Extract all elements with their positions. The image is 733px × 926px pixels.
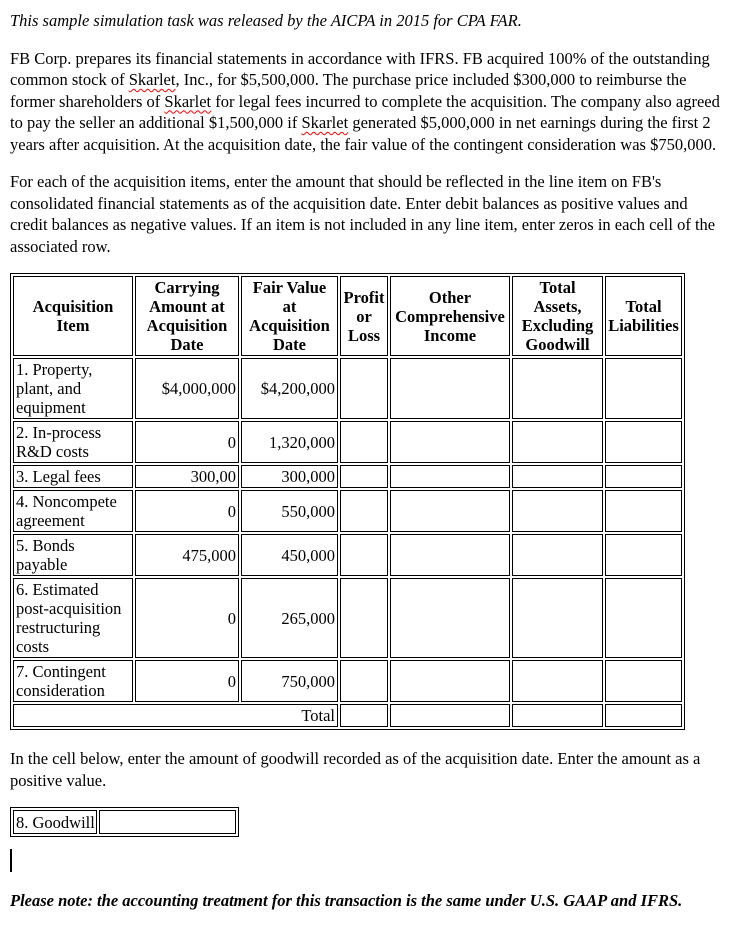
header-fair-value: Fair Value at Acquisition Date	[241, 276, 338, 356]
goodwill-label: 8. Goodwill	[13, 810, 97, 834]
carrying-amount-value: 300,00	[135, 465, 239, 488]
fair-value-value: 300,000	[241, 465, 338, 488]
oci-entry-cell[interactable]	[390, 421, 510, 463]
acquisition-table	[10, 273, 685, 730]
table-row	[13, 534, 682, 576]
profit-or-loss-entry-cell[interactable]	[340, 358, 388, 419]
profit-or-loss-entry-cell[interactable]	[340, 465, 388, 488]
item-label: 4. Noncompete agreement	[13, 490, 133, 532]
total-assets-entry-cell[interactable]	[512, 421, 603, 463]
scenario-segment: generated $5,000,000 in net earnings during the first 2 years after acquisition. At the acquisition date, the fair value of the contingent consideration was $750,000.	[10, 113, 717, 154]
total-liabilities-entry-cell[interactable]	[605, 421, 682, 463]
carrying-amount-value: 475,000	[135, 534, 239, 576]
fair-value-value: 1,320,000	[241, 421, 338, 463]
oci-entry-cell[interactable]	[390, 578, 510, 658]
table-row	[13, 490, 682, 532]
scenario-segment: FB Corp. prepares its financial statements in accordance with IFRS. FB acquired 100% of the outstanding common stock of	[10, 48, 710, 89]
fair-value-value: 450,000	[241, 534, 338, 576]
profit-or-loss-entry-cell[interactable]	[340, 578, 388, 658]
total-assets-entry-cell[interactable]	[512, 358, 603, 419]
profit-or-loss-entry-cell[interactable]	[340, 534, 388, 576]
profit-or-loss-entry-cell[interactable]	[340, 421, 388, 463]
total-liabilities-entry-cell[interactable]	[605, 465, 682, 488]
scenario-segment: for legal fees incurred to complete the acquisition. The company also agreed to pay the seller an additional $1,500,000 if	[10, 91, 720, 132]
table-row	[13, 465, 682, 488]
total-assets-entry-cell[interactable]	[512, 465, 603, 488]
header-total-assets: Total Assets, Excluding Goodwill	[512, 276, 603, 356]
oci-entry-cell[interactable]	[390, 534, 510, 576]
oci-entry-cell[interactable]	[390, 358, 510, 419]
carrying-amount-value: $4,000,000	[135, 358, 239, 419]
item-label: 2. In-process R&D costs	[13, 421, 133, 463]
total-liabilities-entry-cell[interactable]	[605, 358, 682, 419]
oci-entry-cell[interactable]	[390, 660, 510, 702]
total-label-cell: Total	[13, 704, 338, 727]
total-row	[13, 704, 682, 727]
misspelled-word: Skarlet	[164, 91, 212, 111]
total-assets-entry-cell[interactable]	[512, 490, 603, 532]
fair-value-value: 265,000	[241, 578, 338, 658]
total-profit-or-loss-cell[interactable]	[340, 704, 388, 727]
scenario-paragraph	[10, 48, 723, 156]
header-row	[13, 276, 682, 356]
table-row	[13, 358, 682, 419]
total-assets-entry-cell[interactable]	[512, 578, 603, 658]
goodwill-table	[10, 807, 239, 837]
total-total-liabilities-cell[interactable]	[605, 704, 682, 727]
total-liabilities-entry-cell[interactable]	[605, 660, 682, 702]
goodwill-input[interactable]	[101, 812, 234, 832]
total-liabilities-entry-cell[interactable]	[605, 578, 682, 658]
misspelled-word: Skarlet	[301, 113, 349, 132]
total-total-assets-cell[interactable]	[512, 704, 603, 727]
header-acquisition-item: Acquisition Item	[13, 276, 133, 356]
total-liabilities-entry-cell[interactable]	[605, 534, 682, 576]
item-label: 1. Property, plant, and equipment	[13, 358, 133, 419]
header-oci: Other Comprehensive Income	[390, 276, 510, 356]
carrying-amount-value: 0	[135, 660, 239, 702]
instructions-paragraph: For each of the acquisition items, enter the amount that should be reflected in the line item on FB's consolidated financial statements as of the acquisition date. Enter debit balances as positive values and credit balances as negative values. If an item is not included in any line item, enter zeros in each cell of the associated row.	[10, 172, 716, 256]
text-caret	[10, 849, 12, 872]
header-total-liabilities: Total Liabilities	[605, 276, 682, 356]
item-label: 3. Legal fees	[13, 465, 133, 488]
fair-value-value: 750,000	[241, 660, 338, 702]
scenario-segment: , Inc., for $5,500,000. The purchase price included $300,000 to reimburse the former shareholders of	[10, 70, 687, 111]
fair-value-value: $4,200,000	[241, 358, 338, 419]
profit-or-loss-entry-cell[interactable]	[340, 660, 388, 702]
carrying-amount-value: 0	[135, 490, 239, 532]
goodwill-entry-cell[interactable]	[99, 810, 236, 834]
header-carrying-amount: Carrying Amount at Acquisition Date	[135, 276, 239, 356]
item-label: 5. Bonds payable	[13, 534, 133, 576]
profit-or-loss-entry-cell[interactable]	[340, 490, 388, 532]
item-label: 6. Estimated post-acquisition restructuring costs	[13, 578, 133, 658]
oci-entry-cell[interactable]	[390, 465, 510, 488]
table-row	[13, 660, 682, 702]
goodwill-row	[13, 810, 236, 834]
carrying-amount-value: 0	[135, 421, 239, 463]
intro-text: This sample simulation task was released by the AICPA in 2015 for CPA FAR.	[10, 11, 522, 30]
table-row	[13, 578, 682, 658]
total-liabilities-entry-cell[interactable]	[605, 490, 682, 532]
total-assets-entry-cell[interactable]	[512, 660, 603, 702]
table-row	[13, 421, 682, 463]
total-assets-entry-cell[interactable]	[512, 534, 603, 576]
carrying-amount-value: 0	[135, 578, 239, 658]
goodwill-instruction-paragraph: In the cell below, enter the amount of goodwill recorded as of the acquisition date. Enter the amount as a positive value.	[10, 749, 701, 790]
oci-entry-cell[interactable]	[390, 490, 510, 532]
fair-value-value: 550,000	[241, 490, 338, 532]
misspelled-word: Skarlet	[128, 70, 176, 89]
header-profit-or-loss: Profit or Loss	[340, 276, 388, 356]
item-label: 7. Contingent consideration	[13, 660, 133, 702]
total-oci-cell[interactable]	[390, 704, 510, 727]
gaap-note: Please note: the accounting treatment for this transaction is the same under U.S. GAAP and IFRS.	[10, 891, 683, 910]
